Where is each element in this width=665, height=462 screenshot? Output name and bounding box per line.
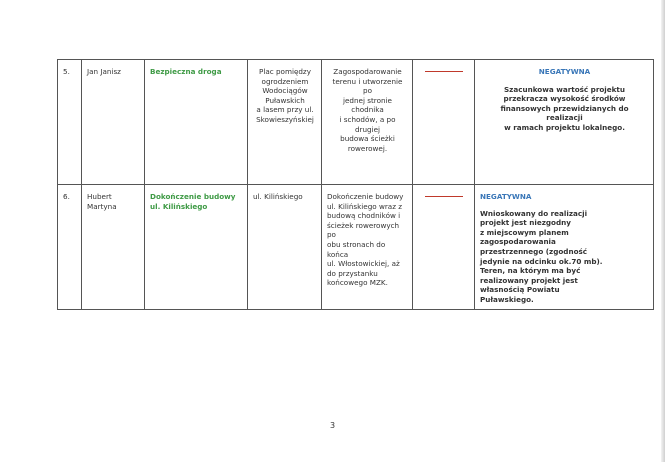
row-number-cell bbox=[58, 185, 82, 310]
project-location: ul. Kilińskiego bbox=[253, 192, 303, 201]
evaluation-justification: Szacunkowa wartość projektu przekracza wysokość środków finansowych przewidzianych do realizacji w ramach projektu lokalnego. bbox=[500, 84, 629, 132]
red-dash-line bbox=[425, 71, 463, 72]
empty-cell bbox=[413, 185, 475, 310]
row-number-cell bbox=[58, 60, 82, 185]
project-title: Dokończenie budowy ul. Kilińskiego bbox=[150, 192, 236, 211]
row-number: 5. bbox=[63, 67, 70, 76]
project-description: Zagospodarowanie terenu i utworzenie po jednej stronie chodnika i schodów, a po drugiej budowa ścieżki rowerowej. bbox=[332, 67, 403, 153]
empty-cell bbox=[413, 60, 475, 185]
author-name: Hubert Martyna bbox=[87, 192, 117, 211]
evaluation-status: NEGATYWNA bbox=[538, 67, 591, 76]
author-cell bbox=[82, 185, 145, 310]
projects-table bbox=[57, 59, 654, 310]
location-cell bbox=[248, 185, 322, 310]
project-title-cell bbox=[145, 185, 248, 310]
evaluation-status: NEGATYWNA bbox=[480, 192, 532, 201]
evaluation-cell bbox=[475, 185, 654, 310]
description-cell bbox=[322, 60, 413, 185]
evaluation-cell bbox=[475, 60, 654, 185]
project-description: Dokończenie budowy ul. Kilińskiego wraz z budową chodników i ścieżek rowerowych po obu stronach do końca ul. Włostowickiej, aż do przystanku końcowego MZK. bbox=[327, 192, 404, 288]
author-cell bbox=[82, 60, 145, 185]
evaluation-justification: Wnioskowany do realizacji projekt jest niezgodny z miejscowym planem zagospodarowania przestrzennego (zgodność jedynie na odcinku ok.70 mb). Teren, na którym ma być realizowany projekt jest własnością Powiatu Puławskiego. bbox=[480, 208, 603, 304]
row-number: 6. bbox=[63, 192, 70, 201]
location-cell bbox=[248, 60, 322, 185]
table-row bbox=[58, 60, 654, 185]
project-title-cell bbox=[145, 60, 248, 185]
project-title: Bezpieczna droga bbox=[150, 67, 222, 76]
project-location: Plac pomiędzy ogrodzeniem Wodociągów Puławskich a lasem przy ul. Skowieszyńskiej bbox=[256, 67, 314, 124]
table-row bbox=[58, 185, 654, 310]
red-dash-line bbox=[425, 196, 463, 197]
page-edge-shadow bbox=[661, 0, 665, 462]
page-number: 3 bbox=[329, 421, 336, 430]
author-name: Jan Janisz bbox=[87, 67, 121, 76]
description-cell bbox=[322, 185, 413, 310]
